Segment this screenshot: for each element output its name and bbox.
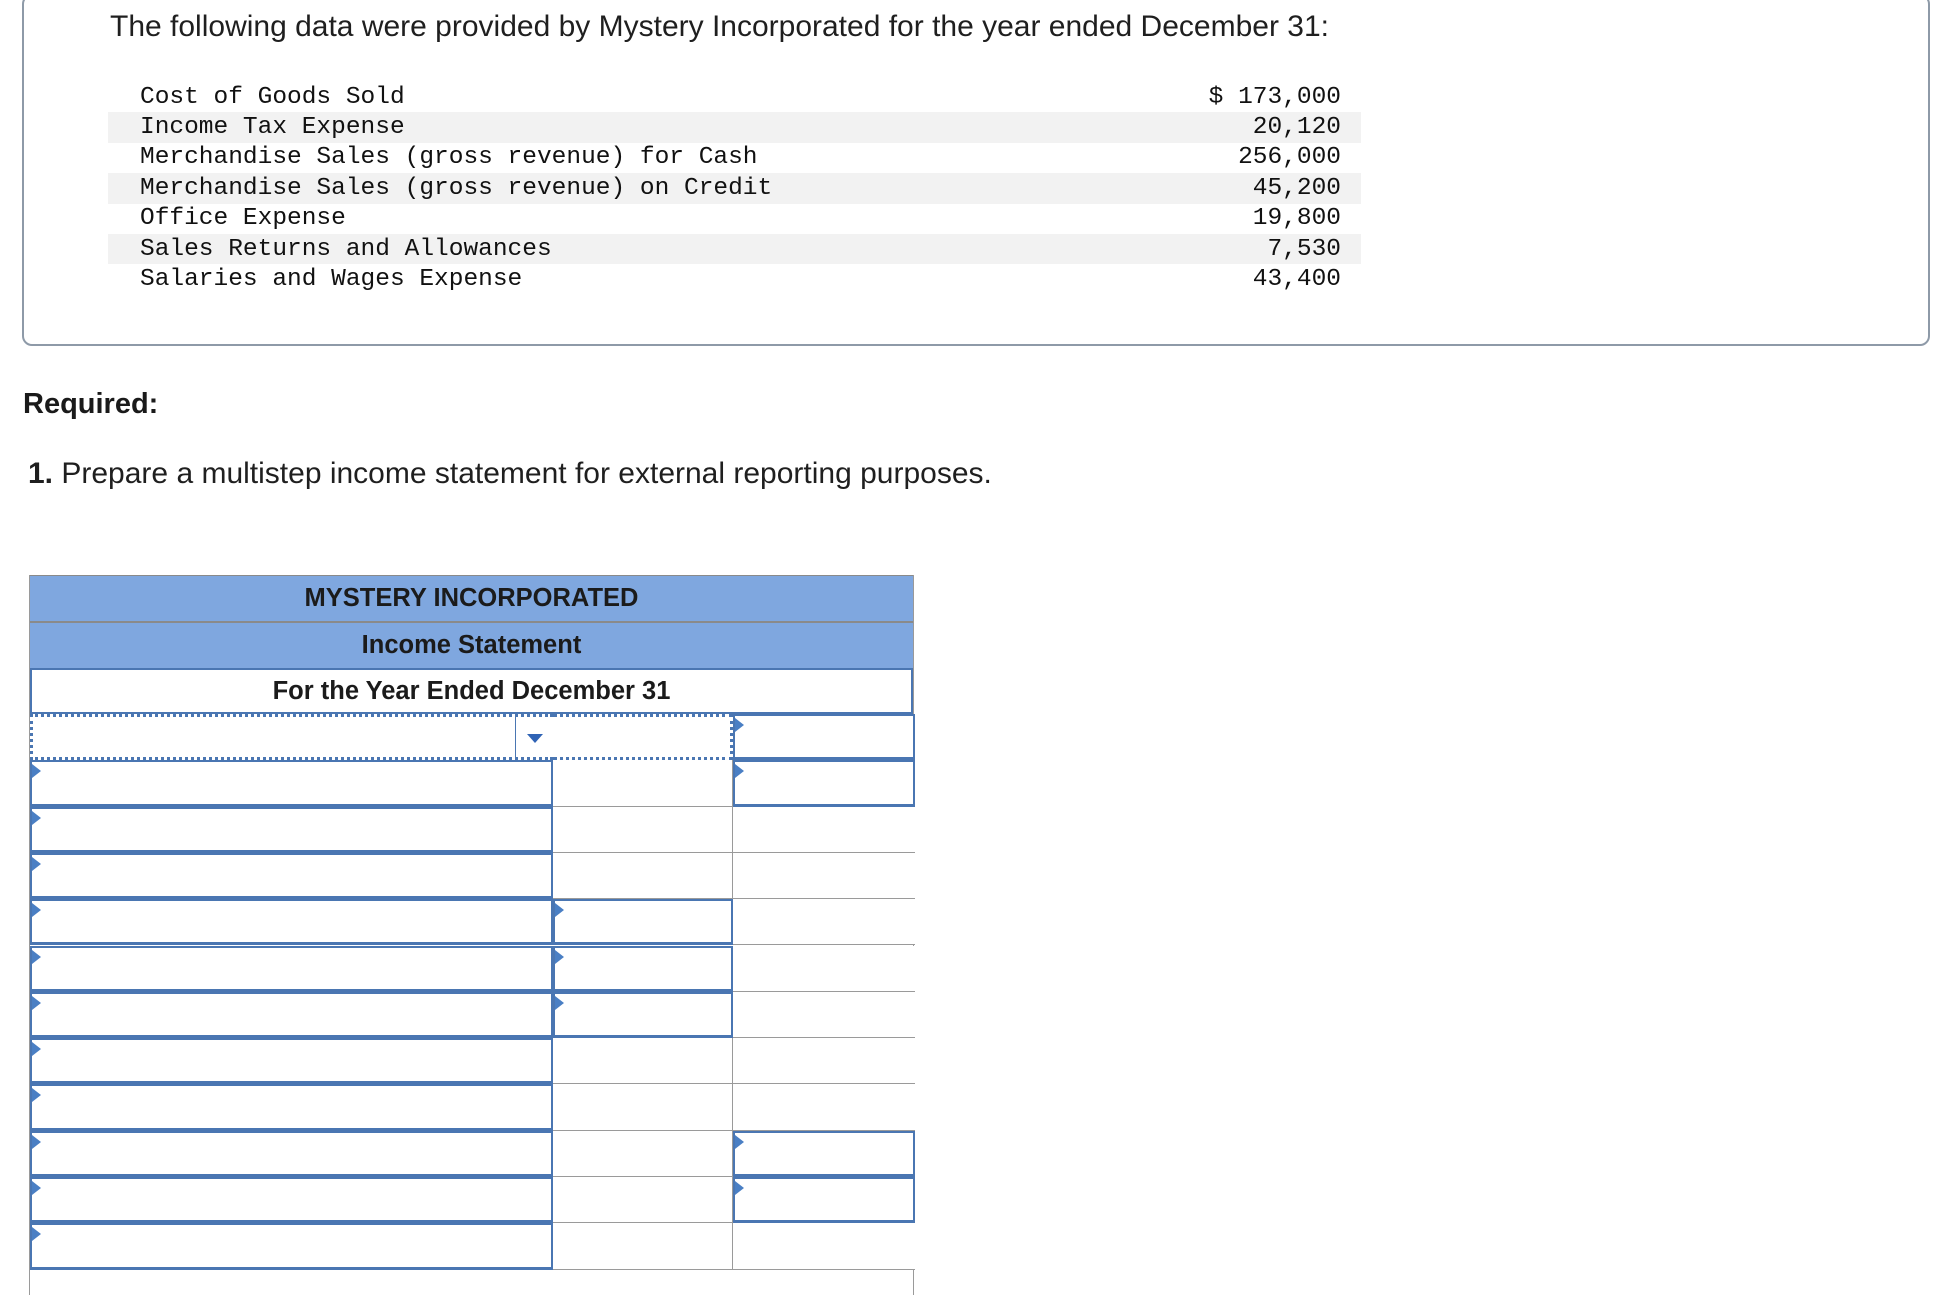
total-cell	[733, 1223, 915, 1269]
statement-title-header: Income Statement	[30, 622, 913, 669]
company-name-header: MYSTERY INCORPORATED	[30, 575, 913, 622]
account-cell[interactable]	[30, 1177, 553, 1223]
worksheet-row	[30, 992, 913, 1038]
data-row	[108, 112, 1361, 142]
worksheet-row	[30, 1084, 913, 1130]
amount-cell	[553, 1038, 733, 1084]
worksheet-row	[30, 1177, 913, 1223]
total-cell	[733, 853, 915, 899]
worksheet-row	[30, 1038, 913, 1084]
period-header: For the Year Ended December 31	[30, 668, 913, 714]
data-row	[108, 234, 1361, 264]
data-row	[108, 82, 1361, 112]
account-cell[interactable]	[30, 946, 553, 992]
total-cell	[733, 946, 915, 992]
income-statement-worksheet	[29, 575, 914, 1295]
amount-cell	[553, 853, 733, 899]
caret-down-icon	[527, 734, 543, 743]
account-cell[interactable]	[30, 714, 553, 760]
requirement-instruction	[28, 457, 992, 491]
account-cell[interactable]	[30, 899, 553, 945]
account-cell[interactable]	[30, 1223, 553, 1269]
worksheet-row	[30, 946, 913, 992]
data-row	[108, 173, 1361, 203]
requirement-text: Prepare a multistep income statement for external reporting purposes.	[61, 457, 992, 490]
total-cell[interactable]	[733, 760, 915, 806]
total-cell	[733, 992, 915, 1038]
requirement-number: 1.	[28, 457, 54, 490]
data-label: Sales Returns and Allowances	[140, 235, 552, 263]
amount-cell	[553, 1084, 733, 1130]
data-value: $ 173,000	[1208, 83, 1341, 111]
total-cell[interactable]	[733, 714, 915, 760]
total-cell	[733, 807, 915, 853]
amount-cell[interactable]	[553, 899, 733, 945]
total-cell	[733, 899, 915, 945]
worksheet-row	[30, 714, 913, 760]
account-cell[interactable]	[30, 1084, 553, 1130]
amount-cell[interactable]	[553, 992, 733, 1038]
required-heading: Required:	[23, 388, 159, 420]
amount-cell	[553, 1131, 733, 1177]
data-label: Merchandise Sales (gross revenue) for Cash	[140, 144, 758, 172]
account-cell[interactable]	[30, 760, 553, 806]
data-row	[108, 204, 1361, 234]
data-label: Merchandise Sales (gross revenue) on Credit	[140, 174, 773, 202]
account-cell[interactable]	[30, 1038, 553, 1084]
account-cell[interactable]	[30, 1131, 553, 1177]
data-label: Cost of Goods Sold	[140, 83, 405, 111]
data-row	[108, 264, 1361, 294]
amount-cell	[553, 760, 733, 806]
data-value: 45,200	[1252, 174, 1341, 202]
data-row	[108, 143, 1361, 173]
data-value: 43,400	[1252, 266, 1341, 294]
worksheet-row	[30, 853, 913, 899]
account-cell[interactable]	[30, 807, 553, 853]
worksheet-row	[30, 1223, 913, 1269]
data-value: 19,800	[1252, 205, 1341, 233]
total-cell	[733, 1038, 915, 1084]
amount-cell[interactable]	[553, 946, 733, 992]
given-data-table	[108, 82, 1361, 295]
data-value: 256,000	[1238, 144, 1341, 172]
amount-cell[interactable]	[553, 714, 733, 760]
account-cell[interactable]	[30, 853, 553, 899]
account-cell[interactable]	[30, 992, 553, 1038]
data-value: 20,120	[1252, 114, 1341, 142]
amount-cell	[553, 1223, 733, 1269]
amount-cell	[553, 807, 733, 853]
total-cell[interactable]	[733, 1177, 915, 1223]
worksheet-row	[30, 760, 913, 806]
worksheet-row	[30, 807, 913, 853]
total-cell	[733, 1084, 915, 1130]
data-label: Office Expense	[140, 205, 346, 233]
data-label: Income Tax Expense	[140, 114, 405, 142]
amount-cell	[553, 1177, 733, 1223]
total-cell[interactable]	[733, 1131, 915, 1177]
problem-intro: The following data were provided by Mystery Incorporated for the year ended December 31:	[110, 10, 1329, 43]
account-dropdown-button[interactable]	[515, 717, 553, 757]
data-value: 7,530	[1267, 235, 1341, 263]
data-label: Salaries and Wages Expense	[140, 266, 523, 294]
worksheet-row	[30, 899, 913, 945]
worksheet-row	[30, 1131, 913, 1177]
